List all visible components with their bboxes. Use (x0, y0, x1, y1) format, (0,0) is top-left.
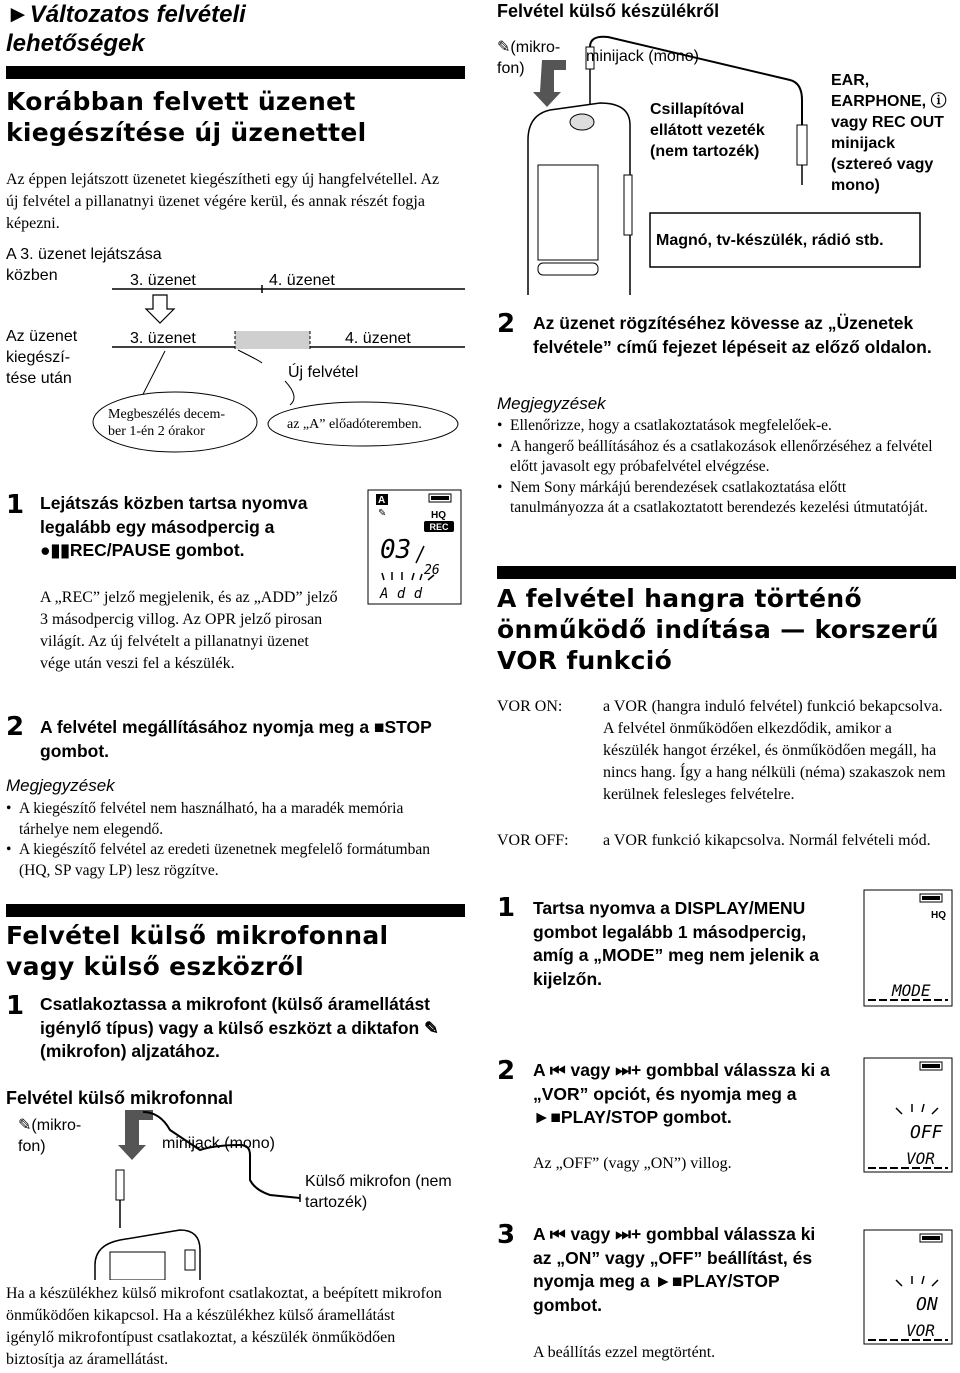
external-mic-label: Külső mikrofon (nem tartozék) (305, 1173, 452, 1211)
speech-bubble-1: Megbeszélés decem-ber 1-én 2 órakor (108, 407, 225, 439)
step-connect-text: Csatlakoztassa a mikrofont (külső áramellátást igénylő típus) vagy a külső eszközt a diktafon ✎ (mikrofon) aljzatához. (40, 994, 439, 1061)
svg-text:VOR: VOR (906, 1321, 935, 1340)
device-minijack-label: minijack (mono) (586, 48, 699, 65)
vor-step-3-number: 3 (497, 1220, 516, 1250)
note-item: • A hangerő beállításához és a csatlakozások ellenőrzéséhez a felvétel előtt javasolt egy próbafelvétel elvégzése. (497, 437, 937, 478)
heading-external: Felvétel külső mikrofonnal vagy külső eszközről (6, 921, 389, 981)
during-playback-label: A 3. üzenet lejátszása közben (6, 246, 162, 284)
subheading-ext-mic: Felvétel külső mikrofonnal (6, 1088, 234, 1108)
step-2-number: 2 (6, 712, 25, 742)
ear-output-label: EAR, EARPHONE, ⓘ vagy REC OUT minijack (sztereó vagy mono) (831, 72, 947, 194)
right-notes-heading: Megjegyzések (497, 394, 606, 413)
svg-text:26: 26 (424, 563, 440, 578)
subheading-ext-device: Felvétel külső készülékről (497, 1, 720, 21)
svg-text:OFF: OFF (910, 1122, 943, 1143)
lcd-display-add (366, 488, 463, 606)
after-msg4-label: 4. üzenet (345, 330, 411, 347)
new-recording-label: Új felvétel (288, 364, 359, 381)
speech-bubble-2: az „A” előadóteremben. (287, 417, 422, 432)
msg4-label: 4. üzenet (269, 272, 335, 289)
minijack-label: minijack (mono) (162, 1135, 275, 1152)
vor-step-1-number: 1 (497, 893, 516, 923)
vor-step-3-desc: A beállítás ezzel megtörtént. (533, 1344, 716, 1361)
vor-off-key: VOR OFF: (497, 832, 569, 849)
step-1-text: Lejátszás közben tartsa nyomva legalább egy másodpercig a ●▮▮REC/PAUSE gombot. (40, 493, 308, 560)
notes-heading: Megjegyzések (6, 776, 115, 795)
svg-text:HQ: HQ (931, 910, 946, 921)
device-mic-jack-label: ✎(mikro-fon) (497, 39, 561, 77)
heading-add-message: Korábban felvett üzenet kiegészítése új üzenettel (6, 87, 367, 147)
step-connect-number: 1 (6, 991, 25, 1021)
vor-step-2-text: A ⏮ vagy ⏭+ gombbal válassza ki a „VOR” opciót, és nyomja meg a ►■PLAY/STOP gombot. (533, 1060, 830, 1127)
svg-text:MODE: MODE (892, 981, 931, 1000)
heading-vor: A felvétel hangra történő önműködő indítása — korszerű VOR funkció (497, 584, 939, 675)
right-notes-list (497, 416, 937, 519)
svg-text:03: 03 (380, 535, 412, 565)
section-title: ►Változatos felvételi lehetőségek (6, 1, 246, 57)
right-step-2-text: Az üzenet rögzítéséhez kövesse az „Üzenetek felvétele” című fejezet lépéseit az előző oldalon. (533, 313, 932, 357)
vor-on-desc: a VOR (hangra induló felvétel) funkció bekapcsolva. A felvétel önműködően elkezdődik, amikor a készülék hangot érzékel, és önműködően megáll, ha nincs hang. Így a hang nélküli (néma) szakaszok nem kerülnek felesleges felvételre. (603, 698, 946, 803)
notes-list (6, 799, 456, 881)
intro-paragraph: Az éppen lejátszott üzenetet kiegészítheti egy új hangfelvétellel. Az új felvétel a pillanatnyi üzenet végére kerül, és annak részét fogja képezni. (6, 171, 440, 232)
footer-paragraph: Ha a készülékhez külső mikrofont csatlakoztat, a beépített mikrofon önműködően kikapcsol. Ha a készülékhez külső áramellátást igénylő mikrofontípust csatlakoztat, a készülék önműködően biztosítja az áramellátást. (6, 1285, 442, 1368)
note-item: • Ellenőrizze, hogy a csatlakoztatások megfelelőek-e. (497, 416, 937, 437)
vor-on-key: VOR ON: (497, 698, 563, 715)
right-step-2-number: 2 (497, 309, 516, 339)
step-1-description: A „REC” jelző megjelenik, és az „ADD” jelző 3 másodpercig villog. Az OPR jelző pirosan világít. Az új felvételt a pillanatnyi üzenet vége után veszi fel a készülék. (40, 589, 338, 672)
svg-text:VOR: VOR (906, 1149, 935, 1168)
section-rule (6, 66, 465, 79)
after-msg3-label: 3. üzenet (130, 330, 196, 347)
vor-step-2-desc: Az „OFF” (vagy „ON”) villog. (533, 1155, 732, 1172)
vor-step-1-text: Tartsa nyomva a DISPLAY/MENU gombot legalább 1 másodpercig, amíg a „MODE” meg nem jelenik a kijelzőn. (533, 898, 819, 989)
svg-text:A: A (378, 495, 386, 506)
after-adding-label: Az üzenet kiegészí-tése után (6, 328, 78, 387)
msg3-label: 3. üzenet (130, 272, 196, 289)
lcd-display-on (862, 1228, 954, 1346)
mic-jack-label: ✎(mikro-fon) (18, 1117, 82, 1155)
svg-text:REC: REC (429, 522, 449, 532)
note-item: • Nem Sony márkájú berendezések csatlakoztatása előtt tanulmányozza át a csatlakoztatott berendezés kezelési útmutatóját. (497, 478, 937, 519)
svg-text:✎: ✎ (378, 508, 387, 519)
step-1-number: 1 (6, 490, 25, 520)
vor-step-3-text: A ⏮ vagy ⏭+ gombbal válassza ki az „ON” vagy „OFF” beállítást, és nyomja meg a ►■PLAY/STOP gombot. (533, 1224, 816, 1315)
lcd-display-off (862, 1056, 954, 1174)
svg-text:ON: ON (916, 1294, 938, 1315)
cable-label: Csillapítóval ellátott vezeték (nem tartozék) (650, 101, 765, 160)
lcd-display-mode (862, 888, 954, 1008)
section-rule-2 (6, 904, 465, 917)
note-item: • A kiegészítő felvétel nem használható, ha a maradék memória tárhelye nem elegendő. (6, 799, 456, 840)
svg-text:A d d: A d d (380, 586, 423, 602)
section-rule-3 (497, 566, 956, 579)
devices-label: Magnó, tv-készülék, rádió stb. (656, 232, 884, 249)
svg-text:HQ: HQ (431, 510, 446, 521)
vor-off-desc: a VOR funkció kikapcsolva. Normál felvételi mód. (603, 832, 931, 849)
vor-step-2-number: 2 (497, 1056, 516, 1086)
step-2-text: A felvétel megállításához nyomja meg a ■STOP gombot. (40, 717, 432, 761)
note-item: • A kiegészítő felvétel az eredeti üzenetnek megfelelő formátumban (HQ, SP vagy LP) lesz rögzítve. (6, 840, 456, 881)
